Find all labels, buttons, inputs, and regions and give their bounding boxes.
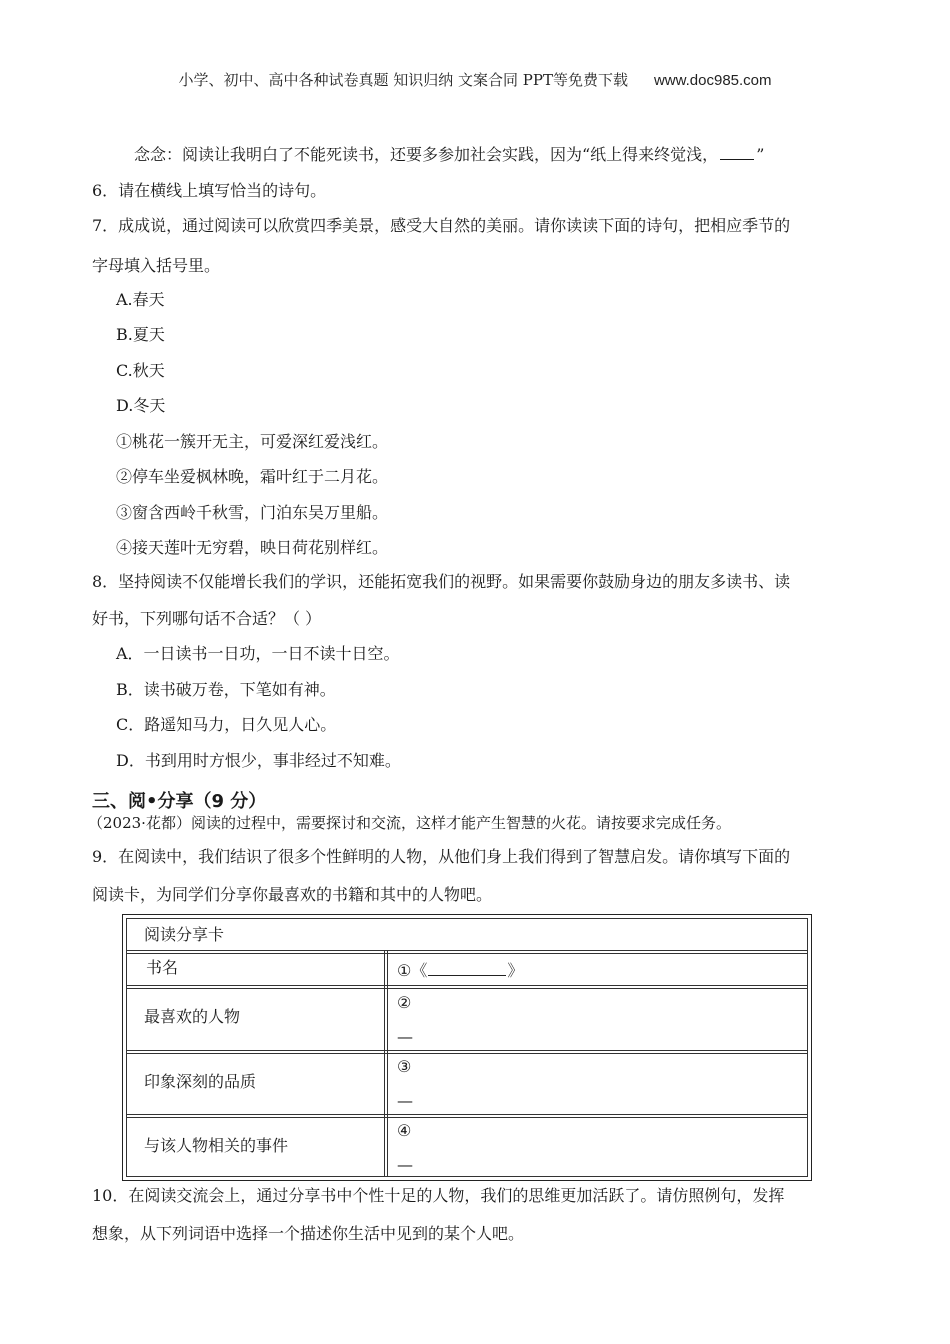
season-option-b: B.夏天 <box>116 325 165 344</box>
season-option-a: A.春天 <box>116 290 165 309</box>
poem-4: ④接天莲叶无穷碧，映日荷花别样红。 <box>116 538 389 557</box>
poem-2: ②停车坐爱枫林晚，霜叶红于二月花。 <box>116 467 389 486</box>
choice-d: D．书到用时方恨少，事非经过不知难。 <box>116 751 401 770</box>
lead-text: 念念：阅读让我明白了不能死读书，还要多参加社会实践，因为“纸上得来终觉浅， <box>134 145 719 164</box>
lead-paragraph <box>134 145 764 165</box>
question-6: 6．请在横线上填写恰当的诗句。 <box>92 181 327 200</box>
question-10-line-1: 10．在阅读交流会上，通过分享书中个性十足的人物，我们的思维更加活跃了。请仿照例句，发挥 <box>92 1186 785 1205</box>
quality-mark: ③ <box>397 1057 412 1076</box>
header-url[interactable]: www.doc985.com <box>653 72 772 89</box>
row-divider <box>126 1114 808 1115</box>
book-name-blank[interactable] <box>428 961 506 976</box>
choice-c: C．路遥知马力，日久见人心。 <box>116 715 337 734</box>
poem-blank[interactable] <box>720 145 754 160</box>
question-8-line-1: 8．坚持阅读不仅能增长我们的学识，还能拓宽我们的视野。如果需要你鼓励身边的朋友多读书、读 <box>92 572 791 591</box>
question-8-line-2: 好书，下列哪句话不合适？（ ） <box>92 609 322 628</box>
page-header <box>0 69 950 90</box>
question-9-line-2: 阅读卡，为同学们分享你最喜欢的书籍和其中的人物吧。 <box>92 885 493 904</box>
card-title: 阅读分享卡 <box>144 925 225 944</box>
question-7-line-2: 字母填入括号里。 <box>92 256 221 275</box>
poem-3: ③窗含西岭千秋雪，门泊东吴万里船。 <box>116 503 389 522</box>
row-divider <box>126 1117 808 1118</box>
question-9-line-1: 9．在阅读中，我们结识了很多个性鲜明的人物，从他们身上我们得到了智慧启发。请你填写下面的 <box>92 847 791 866</box>
column-divider <box>387 950 388 1177</box>
question-10-line-2: 想象，从下列词语中选择一个描述你生活中见到的某个人吧。 <box>92 1224 525 1243</box>
season-option-c: C.秋天 <box>116 361 165 380</box>
book-mark-open: ①《 <box>397 961 428 980</box>
event-mark: ④ <box>397 1121 412 1140</box>
section-3-title: 三、阅•分享（9 分） <box>92 791 267 812</box>
card-label-event: 与该人物相关的事件 <box>144 1136 289 1155</box>
book-mark-close: 》 <box>507 961 524 980</box>
row-divider <box>126 950 808 951</box>
character-mark: ② <box>397 993 412 1012</box>
row-divider <box>126 988 808 989</box>
card-label-book: 书名 <box>146 958 179 977</box>
column-divider <box>384 950 385 1177</box>
character-answer-line[interactable]: — <box>397 1027 413 1046</box>
event-answer-line[interactable]: — <box>397 1155 413 1174</box>
question-7-line-1: 7．成成说，通过阅读可以欣赏四季美景，感受大自然的美丽。请你读读下面的诗句，把相应季节的 <box>92 216 791 235</box>
row-divider <box>126 1050 808 1051</box>
row-divider <box>126 985 808 986</box>
quality-answer-line[interactable]: — <box>397 1091 413 1110</box>
lead-close-quote: ” <box>756 145 765 164</box>
card-label-character: 最喜欢的人物 <box>144 1007 241 1026</box>
choice-b: B．读书破万卷，下笔如有神。 <box>116 680 336 699</box>
row-divider <box>126 953 808 954</box>
row-divider <box>126 1053 808 1054</box>
season-option-d: D.冬天 <box>116 396 166 415</box>
book-name-field[interactable] <box>397 958 523 981</box>
choice-a: A．一日读书一日功，一日不读十日空。 <box>116 644 400 663</box>
header-text: 小学、初中、高中各种试卷真题 知识归纳 文案合同 PPT等免费下载 <box>178 71 628 89</box>
section-3-intro: （2023·花都）阅读的过程中，需要探讨和交流，这样才能产生智慧的火花。请按要求完成任务。 <box>88 814 731 832</box>
card-label-quality: 印象深刻的品质 <box>144 1072 257 1091</box>
poem-1: ①桃花一簇开无主，可爱深红爱浅红。 <box>116 432 389 451</box>
